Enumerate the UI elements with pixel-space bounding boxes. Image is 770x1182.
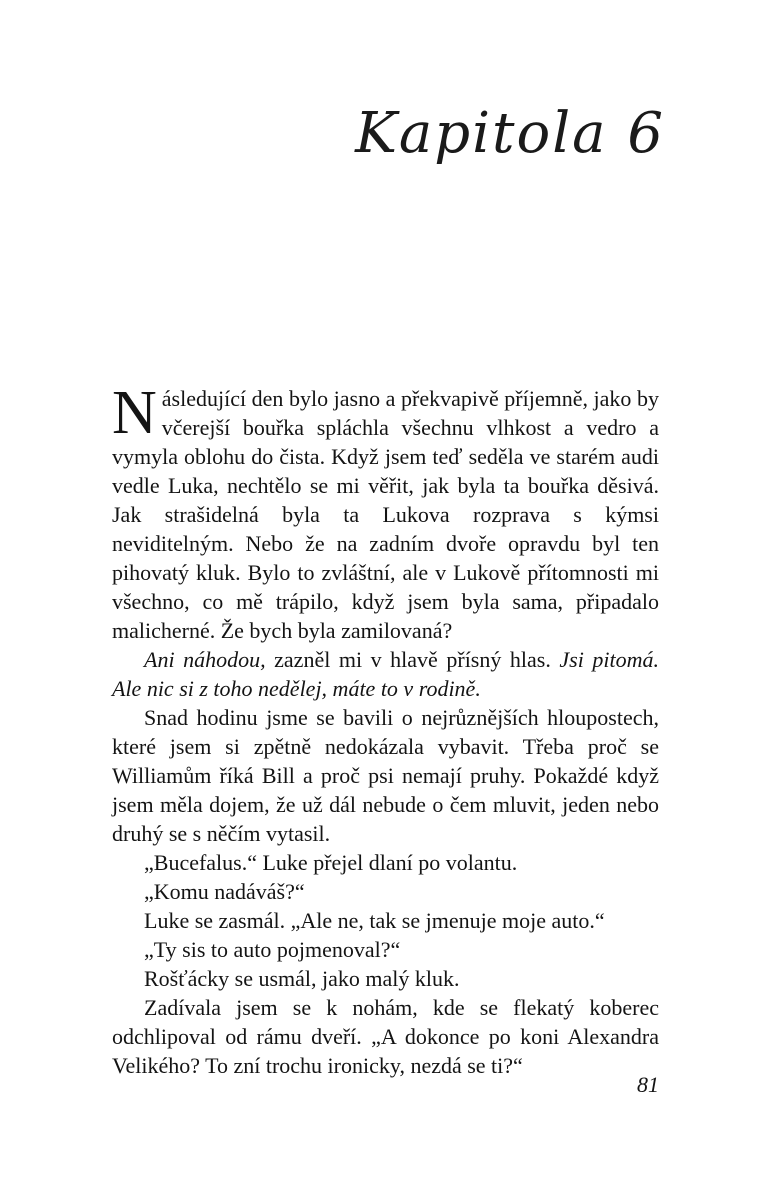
text-run: „Ty sis to auto pojmenoval?“ <box>144 937 401 962</box>
paragraph <box>112 848 659 877</box>
paragraph <box>112 379 659 645</box>
paragraph <box>112 964 659 993</box>
paragraph <box>112 877 659 906</box>
page-number: 81 <box>637 1072 659 1097</box>
text-run: „Bucefalus.“ Luke přejel dlaní po volantu. <box>144 850 518 875</box>
text-run: Snad hodinu jsme se bavili o nejrůznějších hloupostech, které jsem si zpětně nedokázala vybavit. Třeba proč se Williamům říká Bill a proč psi nemají pruhy. Pokaždé když jsem měla dojem, že už dál nebude o čem mluvit, jeden nebo druhý se s něčím vytasil. <box>112 705 659 846</box>
text-run: Jsi pitomá. Ale nic si z toho nedělej, máte to v rodině. <box>112 647 659 701</box>
paragraph <box>112 645 659 703</box>
text-run: Ani náhodou, <box>144 647 266 672</box>
chapter-title: Kapitola 6 <box>355 101 665 166</box>
paragraph <box>112 906 659 935</box>
text-run: ásledující den bylo jasno a překvapivě příjemně, jako by včerejší bouřka spláchla všechnu vlhkost a vedro a vymyla oblohu do čista. Když jsem teď seděla ve starém audi vedle Luka, nechtělo se mi věřit, jak byla ta bouřka děsivá. Jak strašidelná byla ta Lukova rozprava s kýmsi neviditelným. Nebo že na zadním dvoře opravdu byl ten pihovatý kluk. Bylo to zvláštní, ale v Lukově přítomnosti mi všechno, co mě trápilo, když jsem byla sama, připadalo malicherné. Že bych byla zamilovaná? <box>112 386 659 643</box>
text-run: zazněl mi v hlavě přísný hlas. <box>265 647 560 672</box>
body-text <box>112 379 659 1080</box>
paragraph <box>112 703 659 848</box>
text-run: Rošťácky se usmál, jako malý kluk. <box>144 966 460 991</box>
drop-cap: N <box>112 379 157 447</box>
text-run: Zadívala jsem se k nohám, kde se flekatý koberec odchlipoval od rámu dveří. „A dokonce po koni Alexandra Velikého? To zní trochu ironicky, nezdá se ti?“ <box>112 995 659 1078</box>
text-run: Luke se zasmál. „Ale ne, tak se jmenuje moje auto.“ <box>144 908 605 933</box>
paragraph <box>112 993 659 1080</box>
text-run: „Komu nadáváš?“ <box>144 879 305 904</box>
paragraph <box>112 935 659 964</box>
